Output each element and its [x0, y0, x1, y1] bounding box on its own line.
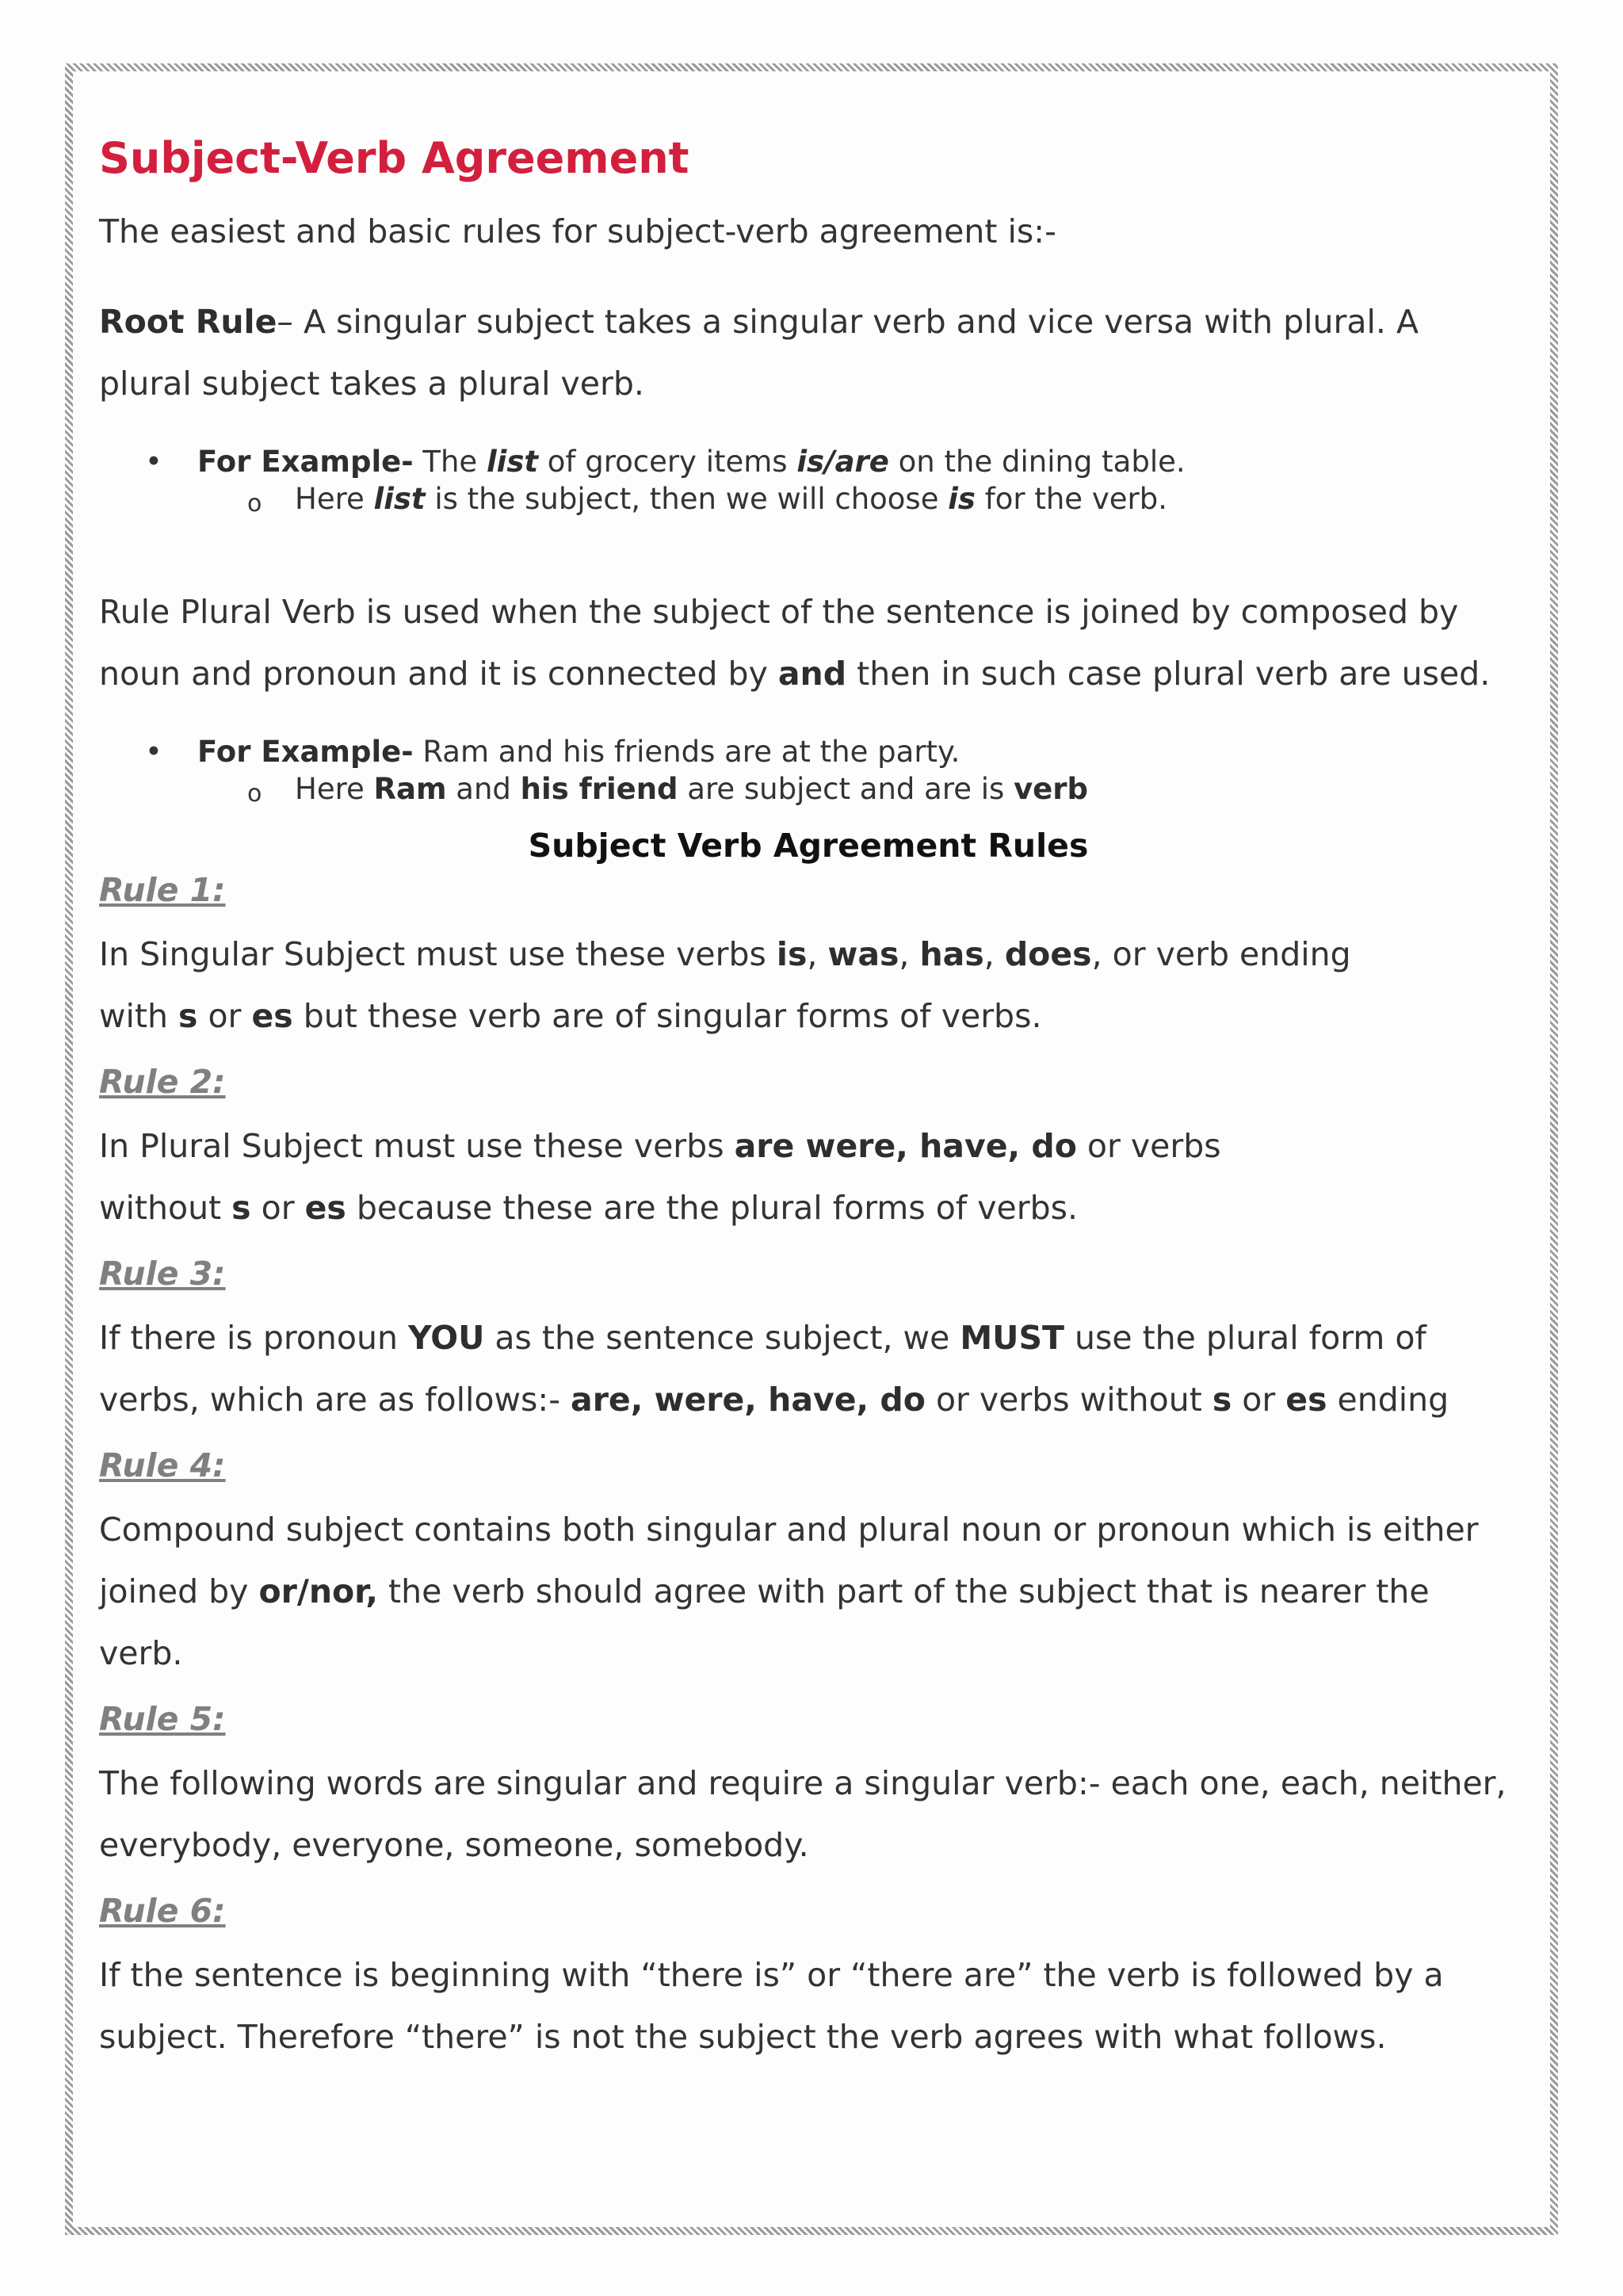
bold-word: s [178, 997, 198, 1035]
text-run: on the dining table. [888, 445, 1186, 479]
text-run: Here [295, 482, 374, 516]
text-run: but these verb are of singular forms of verbs. [292, 997, 1042, 1035]
bold-word: does [1004, 935, 1092, 973]
rule-2-text [99, 1115, 1288, 1239]
text-run: then in such case plural verb are used. [846, 655, 1491, 693]
bold-word: his friend [520, 772, 678, 806]
text-run: , [899, 935, 920, 973]
list-item [99, 443, 1518, 480]
text-run: Rule Plural Verb is used when the subject of the sentence is joined by composed by noun and pronoun and it is connected by [99, 593, 1459, 693]
text-run: and [446, 772, 521, 806]
bold-italic-word: list [486, 445, 539, 479]
bold-word: and [777, 655, 847, 693]
text-run: use the plural form of verbs, which are as follows:- [99, 1319, 1426, 1419]
rule-1-heading: Rule 1: [99, 871, 226, 909]
rule-4-heading: Rule 4: [99, 1446, 226, 1484]
text-run: for the verb. [975, 482, 1167, 516]
text-run: In Plural Subject must use these verbs [99, 1127, 735, 1165]
rule-5-heading: Rule 5: [99, 1700, 226, 1738]
text-run: ending [1327, 1381, 1449, 1419]
root-rule-paragraph [99, 291, 1518, 415]
bold-word: was [827, 935, 899, 973]
text-run: Compound subject contains both singular and plural noun or pronoun which is either joined by [99, 1511, 1479, 1610]
bold-word: es [251, 997, 293, 1035]
example-label: For Example- [197, 735, 414, 769]
circle-bullet-icon: o [247, 490, 262, 518]
bold-word: has [919, 935, 984, 973]
bold-word: are, were, have, do [571, 1381, 926, 1419]
text-run: Here [295, 772, 374, 806]
text-run: If there is pronoun [99, 1319, 408, 1357]
bold-italic-word: is/are [796, 445, 889, 479]
circle-bullet-icon: o [247, 780, 262, 808]
rule-1-text [99, 923, 1407, 1047]
bold-word: verb [1014, 772, 1089, 806]
bold-word: or/nor, [258, 1572, 378, 1610]
sub-list-item [99, 480, 1518, 518]
bold-italic-word: list [373, 482, 426, 516]
bold-word: YOU [407, 1319, 485, 1357]
list-item [99, 733, 1518, 770]
section-title: Subject Verb Agreement Rules [528, 827, 1089, 865]
example-label: For Example- [197, 445, 414, 479]
rule-4-text [99, 1499, 1518, 1684]
bullet-icon: • [145, 735, 162, 769]
text-run: , or verb ending with [99, 935, 1351, 1035]
root-rule-label: Root Rule [99, 303, 277, 341]
text-run: , [807, 935, 828, 973]
text-run: is the subject, then we will choose [425, 482, 949, 516]
rule-6-heading: Rule 6: [99, 1892, 226, 1930]
text-run: or [250, 1189, 305, 1227]
bullet-icon: • [145, 445, 162, 479]
text-run: In Singular Subject must use these verbs [99, 935, 777, 973]
rule-2-heading: Rule 2: [99, 1063, 226, 1101]
bold-word: MUST [960, 1319, 1064, 1357]
text-run: Ram and his friends are at the party. [413, 735, 960, 769]
document-body [99, 131, 1518, 2080]
text-run: or [1232, 1381, 1286, 1419]
text-run: , [983, 935, 1005, 973]
rule-6-text: If the sentence is beginning with “there is” or “there are” the verb is followed by a subject. Therefore “there” is not the subject the verb agrees with what follows. [99, 1956, 1444, 2056]
bold-word: is [776, 935, 808, 973]
root-rule-text: – A singular subject takes a singular verb and vice versa with plural. A plural subject takes a plural verb. [99, 303, 1419, 403]
bold-italic-word: is [948, 482, 976, 516]
text-run: or verbs without [925, 1381, 1212, 1419]
bold-word: es [304, 1189, 346, 1227]
text-run: or [197, 997, 252, 1035]
text-run: or verbs without [99, 1127, 1221, 1227]
text-run: are subject and are is [678, 772, 1014, 806]
rule-3-heading: Rule 3: [99, 1255, 226, 1293]
text-run: as the sentence subject, we [484, 1319, 960, 1357]
plural-rule-paragraph [99, 581, 1518, 705]
bold-word: Ram [373, 772, 447, 806]
intro-text: The easiest and basic rules for subject-verb agreement is:- [99, 212, 1056, 250]
bold-word: s [231, 1189, 251, 1227]
page-title: Subject-Verb Agreement [99, 133, 689, 183]
bold-word: s [1212, 1381, 1232, 1419]
bold-word: es [1285, 1381, 1327, 1419]
plural-rule-example [99, 733, 1518, 808]
bold-word: are were, have, do [734, 1127, 1077, 1165]
sub-list-item [99, 770, 1518, 808]
rule-3-text [99, 1307, 1518, 1431]
root-rule-example [99, 443, 1518, 518]
text-run: The [413, 445, 487, 479]
rule-5-text: The following words are singular and require a singular verb:- each one, each, neither, everybody, everyone, someone, somebody. [99, 1764, 1507, 1864]
text-run: the verb should agree with part of the subject that is nearer the verb. [99, 1572, 1430, 1672]
text-run: because these are the plural forms of verbs. [346, 1189, 1079, 1227]
text-run: of grocery items [538, 445, 797, 479]
